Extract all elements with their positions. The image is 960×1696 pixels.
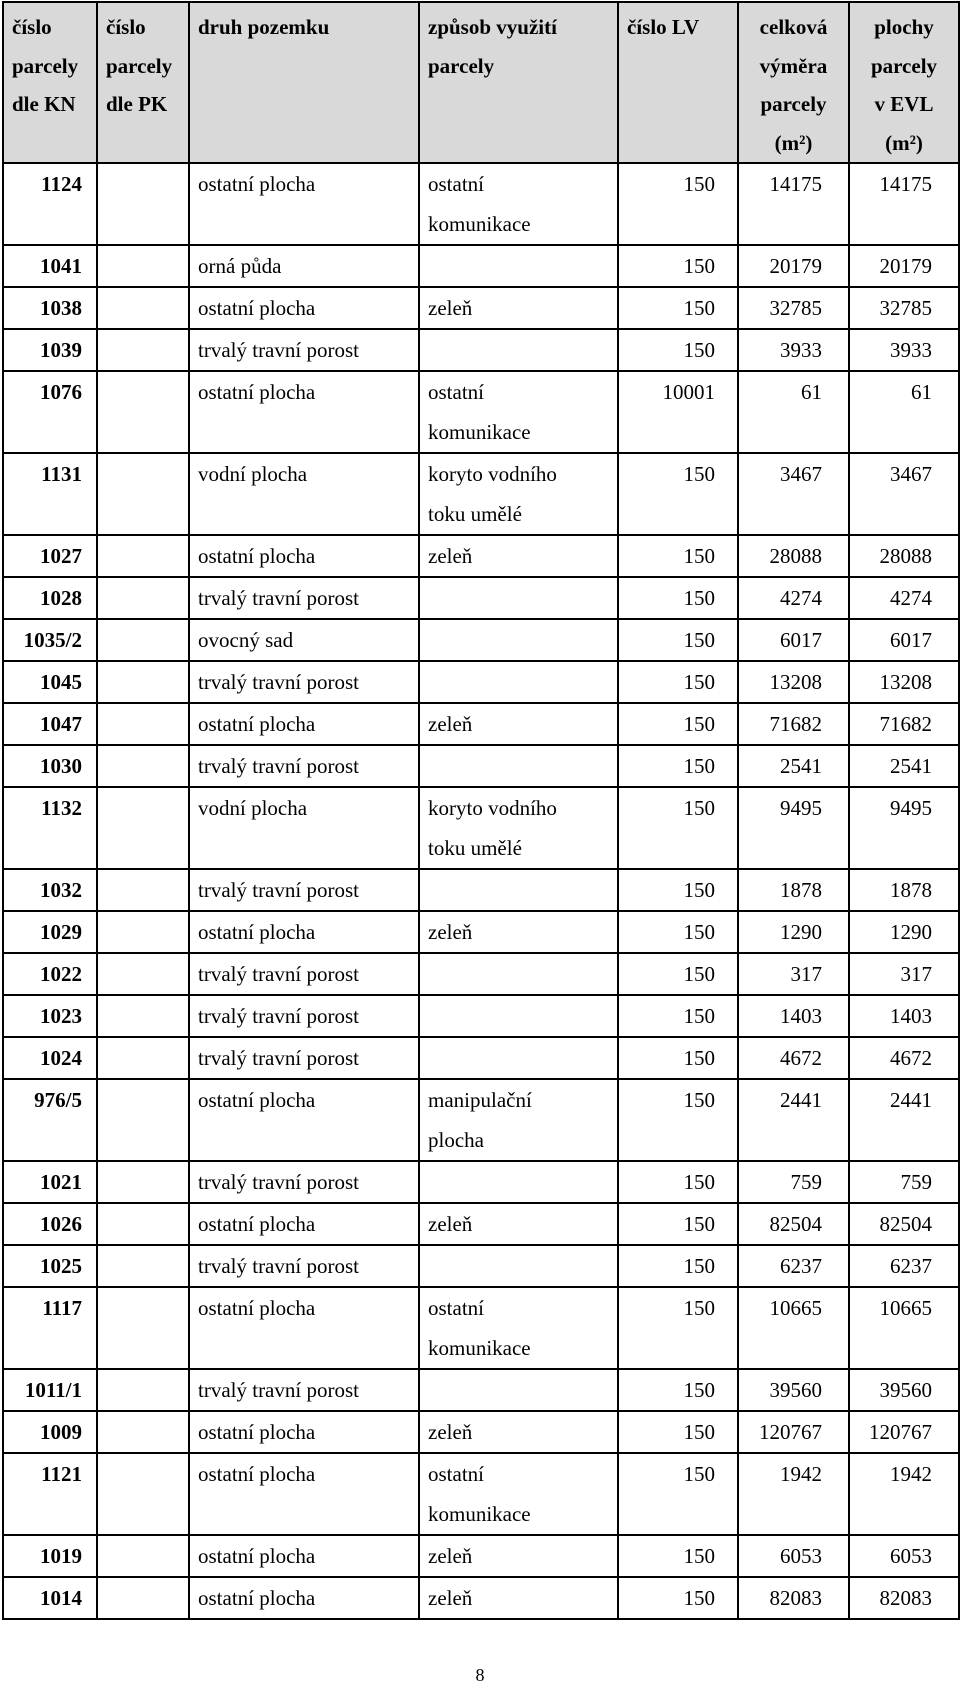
cell-zpusob-vyuziti <box>419 869 618 911</box>
cell-druh-pozemku: ostatní plocha <box>189 371 419 453</box>
cell-cislo-lv: 150 <box>618 661 738 703</box>
cell-druh-pozemku: trvalý travní porost <box>189 1245 419 1287</box>
header-line: (m²) <box>885 130 923 155</box>
cell-cislo-pk <box>97 911 189 953</box>
cell-cislo-kn: 1028 <box>3 577 97 619</box>
cell-druh-pozemku: trvalý travní porost <box>189 661 419 703</box>
table-row <box>3 453 959 535</box>
cell-cislo-pk <box>97 745 189 787</box>
cell-druh-pozemku: ostatní plocha <box>189 287 419 329</box>
cell-cislo-kn: 976/5 <box>3 1079 97 1161</box>
cell-cislo-lv: 150 <box>618 619 738 661</box>
cell-celkova-vymera: 317 <box>738 953 849 995</box>
zpusob-line: plocha <box>428 1128 484 1152</box>
table-row <box>3 1161 959 1203</box>
header-line: způsob využití <box>428 15 557 39</box>
cell-plochy-evl: 2441 <box>849 1079 959 1161</box>
zpusob-line: zeleň <box>428 712 473 736</box>
cell-cislo-kn: 1121 <box>3 1453 97 1535</box>
table-row <box>3 287 959 329</box>
cell-cislo-kn: 1022 <box>3 953 97 995</box>
cell-cislo-pk <box>97 1453 189 1535</box>
table-row <box>3 245 959 287</box>
cell-zpusob-vyuziti <box>419 1037 618 1079</box>
cell-cislo-pk <box>97 953 189 995</box>
cell-druh-pozemku: trvalý travní porost <box>189 953 419 995</box>
cell-zpusob-vyuziti <box>419 1369 618 1411</box>
cell-cislo-kn: 1024 <box>3 1037 97 1079</box>
cell-zpusob-vyuziti <box>419 577 618 619</box>
cell-cislo-kn: 1035/2 <box>3 619 97 661</box>
page-number: 8 <box>475 1665 485 1685</box>
cell-celkova-vymera: 120767 <box>738 1411 849 1453</box>
header-line: výměra <box>759 53 828 78</box>
cell-druh-pozemku: ostatní plocha <box>189 1577 419 1619</box>
table-row <box>3 911 959 953</box>
cell-plochy-evl: 2541 <box>849 745 959 787</box>
cell-plochy-evl: 14175 <box>849 163 959 245</box>
header-druh-pozemku <box>189 2 419 163</box>
header-line: dle KN <box>12 92 76 116</box>
cell-cislo-lv: 150 <box>618 577 738 619</box>
cell-druh-pozemku: ostatní plocha <box>189 1453 419 1535</box>
zpusob-line: zeleň <box>428 920 473 944</box>
zpusob-line: zeleň <box>428 296 473 320</box>
cell-zpusob-vyuziti <box>419 1287 618 1369</box>
cell-zpusob-vyuziti <box>419 371 618 453</box>
cell-zpusob-vyuziti <box>419 535 618 577</box>
header-cislo-kn <box>3 2 97 163</box>
cell-druh-pozemku: vodní plocha <box>189 453 419 535</box>
header-line: parcely <box>870 53 938 78</box>
cell-cislo-pk <box>97 1079 189 1161</box>
cell-cislo-lv: 150 <box>618 1577 738 1619</box>
cell-cislo-kn: 1025 <box>3 1245 97 1287</box>
cell-cislo-lv: 150 <box>618 787 738 869</box>
cell-celkova-vymera: 61 <box>738 371 849 453</box>
cell-cislo-kn: 1027 <box>3 535 97 577</box>
zpusob-line: zeleň <box>428 1420 473 1444</box>
cell-cislo-pk <box>97 1037 189 1079</box>
header-line: druh pozemku <box>198 15 330 39</box>
header-line: plochy <box>874 15 934 39</box>
cell-druh-pozemku: ostatní plocha <box>189 1411 419 1453</box>
cell-zpusob-vyuziti <box>419 1203 618 1245</box>
zpusob-line: komunikace <box>428 420 531 444</box>
cell-plochy-evl: 1403 <box>849 995 959 1037</box>
zpusob-line: ostatní <box>428 172 484 196</box>
cell-plochy-evl: 61 <box>849 371 959 453</box>
cell-cislo-pk <box>97 1535 189 1577</box>
header-zpusob-vyuziti <box>419 2 618 163</box>
cell-druh-pozemku: trvalý travní porost <box>189 869 419 911</box>
cell-druh-pozemku: ostatní plocha <box>189 535 419 577</box>
zpusob-line: zeleň <box>428 1586 473 1610</box>
cell-cislo-lv: 150 <box>618 1369 738 1411</box>
cell-cislo-lv: 150 <box>618 869 738 911</box>
cell-celkova-vymera: 4672 <box>738 1037 849 1079</box>
zpusob-line: komunikace <box>428 1502 531 1526</box>
cell-cislo-lv: 150 <box>618 329 738 371</box>
cell-cislo-pk <box>97 661 189 703</box>
cell-druh-pozemku: ostatní plocha <box>189 163 419 245</box>
cell-cislo-kn: 1047 <box>3 703 97 745</box>
cell-celkova-vymera: 20179 <box>738 245 849 287</box>
cell-celkova-vymera: 28088 <box>738 535 849 577</box>
zpusob-line: koryto vodního <box>428 796 557 820</box>
cell-cislo-lv: 150 <box>618 1411 738 1453</box>
header-line: číslo LV <box>627 15 700 39</box>
cell-cislo-kn: 1076 <box>3 371 97 453</box>
cell-cislo-pk <box>97 995 189 1037</box>
cell-druh-pozemku: trvalý travní porost <box>189 1161 419 1203</box>
cell-druh-pozemku: ostatní plocha <box>189 1535 419 1577</box>
zpusob-line: komunikace <box>428 1336 531 1360</box>
cell-cislo-kn: 1041 <box>3 245 97 287</box>
cell-cislo-kn: 1019 <box>3 1535 97 1577</box>
cell-cislo-lv: 150 <box>618 953 738 995</box>
cell-plochy-evl: 759 <box>849 1161 959 1203</box>
cell-celkova-vymera: 39560 <box>738 1369 849 1411</box>
cell-cislo-lv: 150 <box>618 1079 738 1161</box>
zpusob-line: ostatní <box>428 1296 484 1320</box>
cell-celkova-vymera: 6237 <box>738 1245 849 1287</box>
table-row <box>3 869 959 911</box>
cell-cislo-kn: 1021 <box>3 1161 97 1203</box>
cell-druh-pozemku: trvalý travní porost <box>189 1369 419 1411</box>
cell-cislo-pk <box>97 869 189 911</box>
header-line: číslo <box>106 15 146 39</box>
cell-zpusob-vyuziti <box>419 787 618 869</box>
cell-celkova-vymera: 32785 <box>738 287 849 329</box>
header-plochy-evl <box>849 2 959 163</box>
cell-cislo-pk <box>97 1161 189 1203</box>
cell-plochy-evl: 82504 <box>849 1203 959 1245</box>
header-celkova-vymera <box>738 2 849 163</box>
cell-zpusob-vyuziti <box>419 619 618 661</box>
cell-druh-pozemku: ovocný sad <box>189 619 419 661</box>
cell-cislo-lv: 150 <box>618 163 738 245</box>
cell-celkova-vymera: 6053 <box>738 1535 849 1577</box>
cell-cislo-kn: 1011/1 <box>3 1369 97 1411</box>
table-row <box>3 1245 959 1287</box>
cell-zpusob-vyuziti <box>419 453 618 535</box>
cell-cislo-lv: 150 <box>618 245 738 287</box>
cell-plochy-evl: 6053 <box>849 1535 959 1577</box>
cell-cislo-pk <box>97 371 189 453</box>
cell-cislo-lv: 150 <box>618 995 738 1037</box>
cell-druh-pozemku: trvalý travní porost <box>189 329 419 371</box>
cell-druh-pozemku: trvalý travní porost <box>189 995 419 1037</box>
table-row <box>3 577 959 619</box>
cell-cislo-lv: 150 <box>618 535 738 577</box>
header-line: parcely <box>12 53 79 78</box>
cell-celkova-vymera: 4274 <box>738 577 849 619</box>
cell-plochy-evl: 4274 <box>849 577 959 619</box>
cell-zpusob-vyuziti <box>419 1245 618 1287</box>
cell-zpusob-vyuziti <box>419 163 618 245</box>
cell-plochy-evl: 120767 <box>849 1411 959 1453</box>
cell-plochy-evl: 10665 <box>849 1287 959 1369</box>
cell-plochy-evl: 13208 <box>849 661 959 703</box>
cell-celkova-vymera: 2441 <box>738 1079 849 1161</box>
cell-cislo-pk <box>97 453 189 535</box>
cell-druh-pozemku: orná půda <box>189 245 419 287</box>
table-row <box>3 1079 959 1161</box>
table-row <box>3 1577 959 1619</box>
cell-druh-pozemku: ostatní plocha <box>189 1203 419 1245</box>
table-row <box>3 1203 959 1245</box>
table-row <box>3 163 959 245</box>
zpusob-line: komunikace <box>428 212 531 236</box>
cell-cislo-pk <box>97 1203 189 1245</box>
cell-celkova-vymera: 82083 <box>738 1577 849 1619</box>
cell-zpusob-vyuziti <box>419 911 618 953</box>
cell-plochy-evl: 9495 <box>849 787 959 869</box>
cell-druh-pozemku: ostatní plocha <box>189 1079 419 1161</box>
cell-cislo-pk <box>97 577 189 619</box>
table-row <box>3 953 959 995</box>
header-line: v EVL <box>874 92 934 116</box>
cell-cislo-kn: 1030 <box>3 745 97 787</box>
zpusob-line: koryto vodního <box>428 462 557 486</box>
cell-celkova-vymera: 1290 <box>738 911 849 953</box>
cell-cislo-pk <box>97 535 189 577</box>
cell-celkova-vymera: 6017 <box>738 619 849 661</box>
cell-zpusob-vyuziti <box>419 1161 618 1203</box>
table-row <box>3 661 959 703</box>
header-line: parcely <box>428 53 495 78</box>
cell-zpusob-vyuziti <box>419 703 618 745</box>
cell-plochy-evl: 3467 <box>849 453 959 535</box>
cell-cislo-pk <box>97 1577 189 1619</box>
cell-cislo-pk <box>97 163 189 245</box>
cell-cislo-kn: 1039 <box>3 329 97 371</box>
header-cislo-pk <box>97 2 189 163</box>
header-line: parcely <box>760 92 827 116</box>
cell-celkova-vymera: 1403 <box>738 995 849 1037</box>
cell-celkova-vymera: 759 <box>738 1161 849 1203</box>
cell-celkova-vymera: 9495 <box>738 787 849 869</box>
cell-cislo-kn: 1038 <box>3 287 97 329</box>
cell-zpusob-vyuziti <box>419 1453 618 1535</box>
cell-druh-pozemku: trvalý travní porost <box>189 577 419 619</box>
header-line: dle PK <box>106 92 168 116</box>
header-cislo-lv <box>618 2 738 163</box>
table-row <box>3 1037 959 1079</box>
table-row <box>3 329 959 371</box>
cell-cislo-pk <box>97 1287 189 1369</box>
cell-cislo-lv: 150 <box>618 1453 738 1535</box>
cell-cislo-pk <box>97 703 189 745</box>
cell-cislo-lv: 150 <box>618 1037 738 1079</box>
cell-zpusob-vyuziti <box>419 287 618 329</box>
cell-cislo-lv: 150 <box>618 453 738 535</box>
cell-druh-pozemku: ostatní plocha <box>189 1287 419 1369</box>
cell-cislo-kn: 1045 <box>3 661 97 703</box>
cell-cislo-lv: 150 <box>618 1535 738 1577</box>
cell-cislo-lv: 150 <box>618 1203 738 1245</box>
cell-cislo-pk <box>97 329 189 371</box>
cell-plochy-evl: 317 <box>849 953 959 995</box>
cell-celkova-vymera: 13208 <box>738 661 849 703</box>
cell-celkova-vymera: 2541 <box>738 745 849 787</box>
cell-cislo-kn: 1029 <box>3 911 97 953</box>
cell-zpusob-vyuziti <box>419 1411 618 1453</box>
zpusob-line: toku umělé <box>428 836 522 860</box>
cell-plochy-evl: 28088 <box>849 535 959 577</box>
cell-cislo-lv: 150 <box>618 1161 738 1203</box>
cell-cislo-lv: 150 <box>618 745 738 787</box>
zpusob-line: toku umělé <box>428 502 522 526</box>
cell-celkova-vymera: 14175 <box>738 163 849 245</box>
cell-druh-pozemku: trvalý travní porost <box>189 1037 419 1079</box>
cell-zpusob-vyuziti <box>419 953 618 995</box>
header-line: parcely <box>106 53 173 78</box>
cell-cislo-pk <box>97 1369 189 1411</box>
cell-celkova-vymera: 71682 <box>738 703 849 745</box>
cell-cislo-kn: 1131 <box>3 453 97 535</box>
cell-cislo-kn: 1124 <box>3 163 97 245</box>
cell-cislo-lv: 10001 <box>618 371 738 453</box>
table-row <box>3 703 959 745</box>
cell-plochy-evl: 6237 <box>849 1245 959 1287</box>
table-row <box>3 995 959 1037</box>
cell-cislo-lv: 150 <box>618 703 738 745</box>
table-row <box>3 1453 959 1535</box>
header-line: (m²) <box>774 130 813 155</box>
cell-cislo-kn: 1032 <box>3 869 97 911</box>
cell-plochy-evl: 1878 <box>849 869 959 911</box>
zpusob-line: zeleň <box>428 1212 473 1236</box>
cell-cislo-lv: 150 <box>618 1245 738 1287</box>
cell-celkova-vymera: 82504 <box>738 1203 849 1245</box>
table-row <box>3 535 959 577</box>
cell-zpusob-vyuziti <box>419 661 618 703</box>
cell-druh-pozemku: vodní plocha <box>189 787 419 869</box>
cell-cislo-kn: 1023 <box>3 995 97 1037</box>
cell-plochy-evl: 71682 <box>849 703 959 745</box>
cell-plochy-evl: 20179 <box>849 245 959 287</box>
cell-plochy-evl: 1942 <box>849 1453 959 1535</box>
cell-cislo-pk <box>97 287 189 329</box>
zpusob-line: manipulační <box>428 1088 532 1112</box>
table-row <box>3 371 959 453</box>
table-row <box>3 1287 959 1369</box>
cell-celkova-vymera: 1942 <box>738 1453 849 1535</box>
zpusob-line: ostatní <box>428 1462 484 1486</box>
cell-plochy-evl: 1290 <box>849 911 959 953</box>
cell-zpusob-vyuziti <box>419 745 618 787</box>
cell-cislo-kn: 1132 <box>3 787 97 869</box>
cell-druh-pozemku: ostatní plocha <box>189 703 419 745</box>
cell-cislo-kn: 1014 <box>3 1577 97 1619</box>
parcel-table <box>2 1 960 1620</box>
table-header-row <box>3 2 959 163</box>
zpusob-line: zeleň <box>428 1544 473 1568</box>
table-row <box>3 619 959 661</box>
table-row <box>3 1535 959 1577</box>
cell-plochy-evl: 4672 <box>849 1037 959 1079</box>
cell-cislo-kn: 1117 <box>3 1287 97 1369</box>
cell-zpusob-vyuziti <box>419 245 618 287</box>
cell-zpusob-vyuziti <box>419 1079 618 1161</box>
cell-cislo-lv: 150 <box>618 911 738 953</box>
cell-plochy-evl: 6017 <box>849 619 959 661</box>
zpusob-line: zeleň <box>428 544 473 568</box>
table-row <box>3 787 959 869</box>
zpusob-line: ostatní <box>428 380 484 404</box>
cell-cislo-pk <box>97 619 189 661</box>
header-line: celková <box>759 15 828 39</box>
cell-cislo-pk <box>97 1411 189 1453</box>
cell-cislo-pk <box>97 1245 189 1287</box>
cell-plochy-evl: 82083 <box>849 1577 959 1619</box>
cell-druh-pozemku: trvalý travní porost <box>189 745 419 787</box>
header-line: číslo <box>12 15 52 39</box>
cell-celkova-vymera: 3467 <box>738 453 849 535</box>
table-body <box>3 163 959 1619</box>
cell-cislo-pk <box>97 787 189 869</box>
cell-zpusob-vyuziti <box>419 1577 618 1619</box>
cell-celkova-vymera: 10665 <box>738 1287 849 1369</box>
cell-celkova-vymera: 1878 <box>738 869 849 911</box>
cell-cislo-kn: 1026 <box>3 1203 97 1245</box>
cell-plochy-evl: 32785 <box>849 287 959 329</box>
table-row <box>3 745 959 787</box>
cell-cislo-pk <box>97 245 189 287</box>
cell-plochy-evl: 3933 <box>849 329 959 371</box>
cell-zpusob-vyuziti <box>419 1535 618 1577</box>
cell-cislo-kn: 1009 <box>3 1411 97 1453</box>
cell-cislo-lv: 150 <box>618 287 738 329</box>
cell-celkova-vymera: 3933 <box>738 329 849 371</box>
cell-druh-pozemku: ostatní plocha <box>189 911 419 953</box>
table-row <box>3 1369 959 1411</box>
cell-plochy-evl: 39560 <box>849 1369 959 1411</box>
cell-zpusob-vyuziti <box>419 995 618 1037</box>
cell-cislo-lv: 150 <box>618 1287 738 1369</box>
table-row <box>3 1411 959 1453</box>
cell-zpusob-vyuziti <box>419 329 618 371</box>
